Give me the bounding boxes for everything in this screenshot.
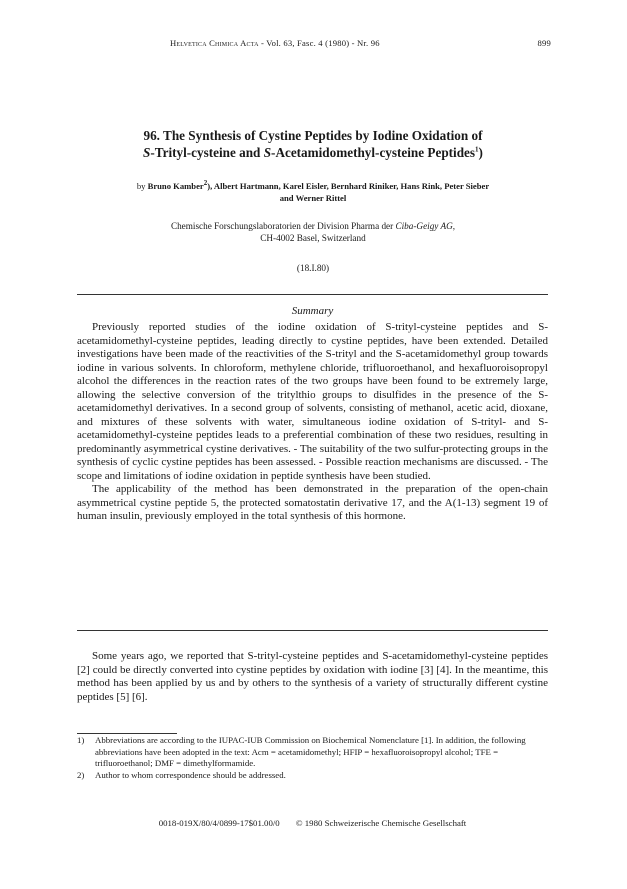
author-first: Bruno Kamber$^2$), Albert Hartmann, Karel Eisler, Bernhard Riniker, Hans Rink, Peter Sieber — [147, 179, 490, 191]
received-date: (18.I.80) — [296, 263, 330, 273]
summary-top-rule — [77, 294, 548, 295]
footnote-rule — [77, 733, 177, 734]
author-list: by Bruno Kamber$^2$), Albert Hartmann, Karel Eisler, Bernhard Riniker, Hans Rink, Peter Sieber and Werner Rittel — [136, 179, 490, 203]
body-paragraph-1: Some years ago, we reported that S-trityl-cysteine peptides and S-acetamidomethyl-cysteine peptides [2] could be directly converted into cystine peptides by oxidation with iodine [3] [4]. In the meantime, this method has been applied by us and by others to the synthesis of a variety of structurally different cystine peptides [5] [6]. — [77, 650, 548, 703]
page-number: 899 — [537, 38, 551, 48]
title-line-2: S-Trityl-cysteine and S-Acetamidomethyl-cysteine Peptides$^1$) — [143, 144, 483, 160]
footnote-2: 2) Author to whom correspondence should be addressed. — [77, 769, 286, 780]
body-text — [77, 650, 548, 704]
summary-text — [77, 321, 548, 524]
title-line-1: 96. The Synthesis of Cystine Peptides by Iodine Oxidation of — [143, 128, 483, 143]
page-footer — [77, 818, 548, 828]
article-title — [78, 128, 548, 161]
footnote-1: 1) Abbreviations are according to the IUPAC-IUB Commission on Biochemical Nomenclature [1]. In addition, the following abbreviations have been adopted in the text: Acm = acetamidomethyl; HFIP = hexafluoroisopropyl alcohol; TFE = trifluoroethanol; DMF = dimethylformamide. — [77, 735, 526, 768]
title-footnote-mark: 1 — [475, 145, 479, 154]
running-header — [124, 38, 551, 52]
author-last: and Werner Rittel — [279, 192, 347, 203]
footnotes — [77, 735, 548, 781]
article-code: 0018-019X/80/4/0899-17$01.00/0 — [158, 818, 280, 828]
journal-issue: - Vol. 63, Fasc. 4 (1980) - Nr. 96 — [261, 38, 380, 48]
summary-bottom-rule — [77, 630, 548, 631]
summary-paragraph-2: The applicability of the method has been demonstrated in the preparation of the open-chain asymmetrical cystine peptide 5, the protected somatostatin derivative 17, and the A(1-13) segment 19 of human insulin, previously employed in the total synthesis of this hormone. — [77, 483, 548, 522]
journal-name: Helvetica Chimica Acta — [170, 38, 259, 48]
summary-paragraph-1: Previously reported studies of the iodine oxidation of S-trityl-cysteine peptides and S-acetamidomethyl-cysteine peptides, leading directly to cystine peptides, have been extended. Detailed investigations have been made of the reactivities of the S-trityl and the S-acetamidomethyl group towards iodine in various solvents. In chloroform, methylene chloride, trifluoroethanol, and hexafluoroisopropyl alcohol the differences in the reaction rates of the two groups have been found to be extremely large, allowing the selective conversion of the tritylthio groups to disulfides in the presence of the S-acetamidomethyl derivatives. In a second group of solvents, consisting of methanol, acetic acid, dioxane, and mixtures of these solvents with water, simultaneous iodine oxidation of S-trityl- and S-acetamidomethyl-cysteine peptides leads to a preferential combination of these two residues, resulting in predominantly asymmetrical cystine derivatives. - The suitability of the two sulfur-protecting groups in the synthesis of cyclic cystine peptides has been assessed. - Possible reaction mechanisms are discussed. - The scope and limitations of iodine oxidation in peptide synthesis have been studied. — [77, 321, 548, 482]
summary-heading: Summary — [291, 305, 334, 317]
affiliation: Chemische Forschungslaboratorien der Division Pharma der Ciba-Geigy AG, CH-4002 Basel, Switzerland — [170, 221, 456, 244]
copyright: © 1980 Schweizerische Chemische Gesellschaft — [295, 818, 467, 828]
